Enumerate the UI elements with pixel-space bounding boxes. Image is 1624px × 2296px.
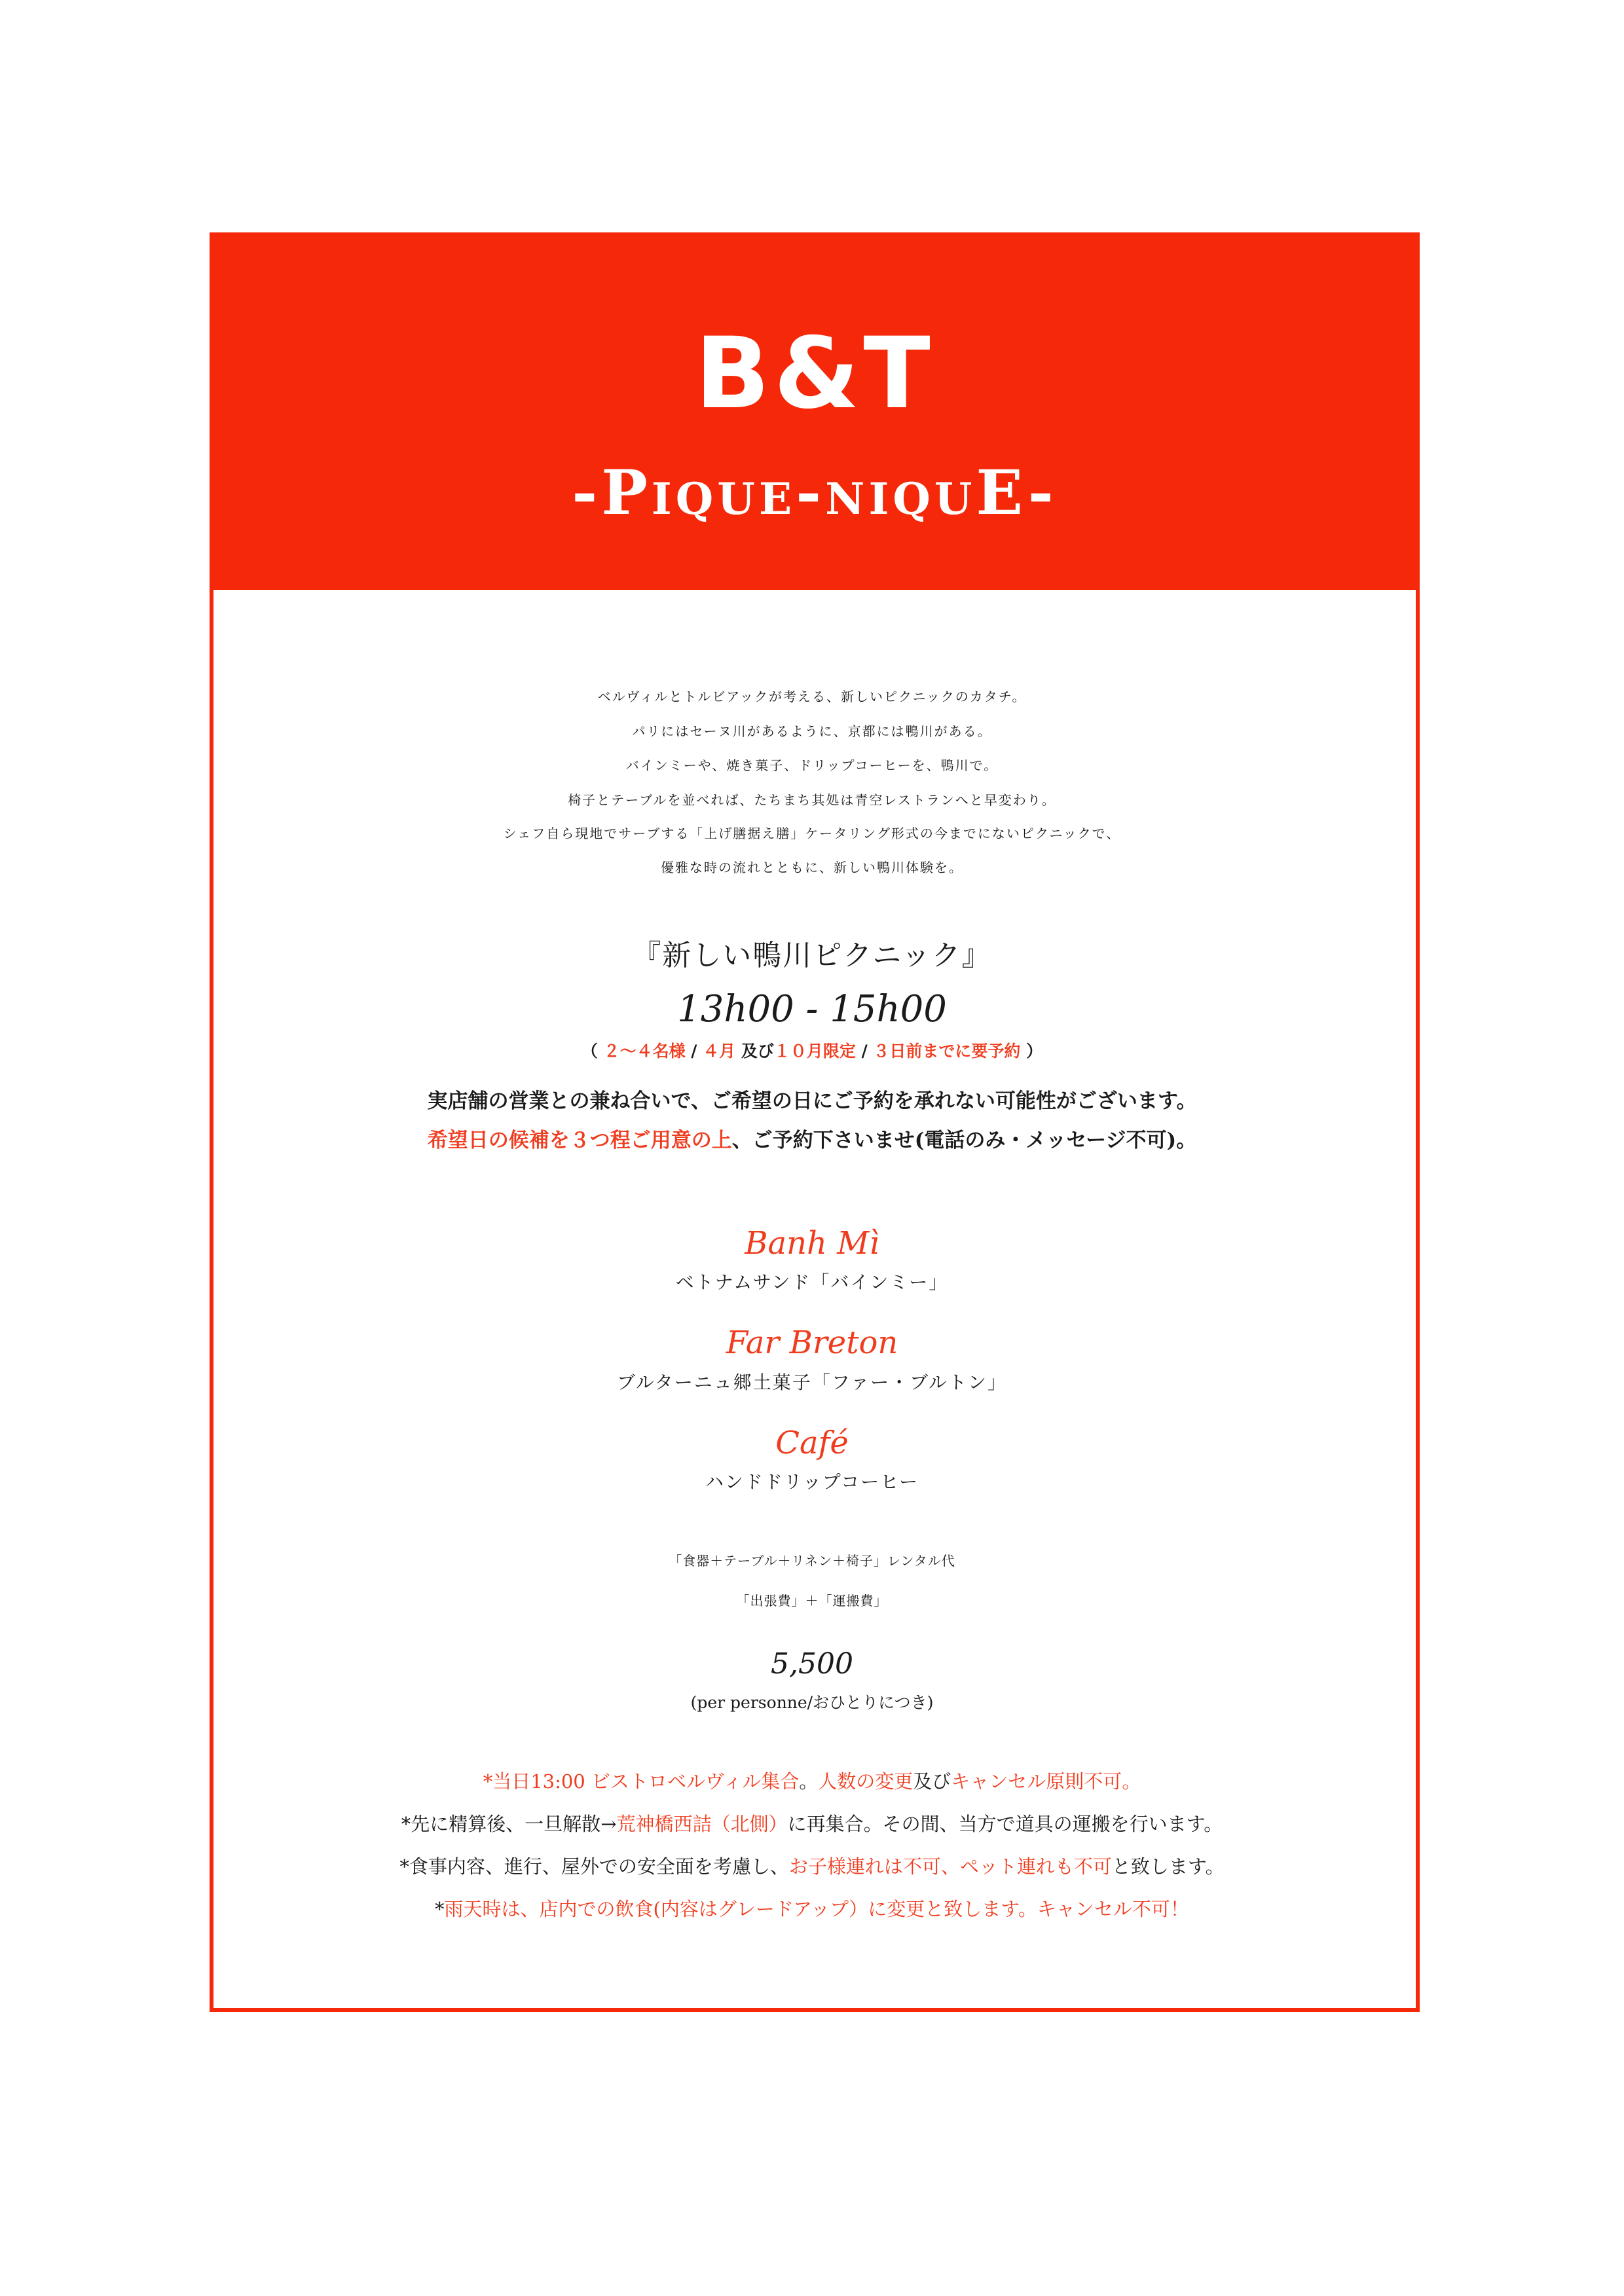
booking-instruction-highlight: 希望日の候補を３つ程ご用意の上: [427, 1129, 732, 1152]
conditions-advance: ３日前までに要予約: [873, 1042, 1021, 1061]
footer-highlight: 荒神橋西詰（北側）: [616, 1813, 788, 1835]
footer-note: [0, 1857, 1624, 1876]
brand-subtitle: -Pique-niquE-: [572, 457, 1058, 529]
footer-note: [0, 1772, 1624, 1791]
conditions-april: ４月: [703, 1042, 736, 1061]
footer-text: *先に精算後、一旦解散→: [401, 1813, 617, 1835]
conditions-and: 及び: [735, 1042, 774, 1061]
conditions-open: （: [581, 1042, 598, 1061]
price: 5,500: [771, 1647, 853, 1681]
conditions-close: ）: [1020, 1042, 1043, 1061]
footer-highlight: お子様連れは不可、ペット連れも不可: [788, 1855, 1112, 1878]
menu-item-description: ハンドドリップコーヒー: [705, 1471, 919, 1493]
footer-meeting: *当日13:00 ビストロベルヴィル集合: [483, 1770, 800, 1793]
footer-text: に再集合。その間、当方で道具の運搬を行います。: [787, 1813, 1223, 1835]
footer-text: *: [435, 1898, 445, 1920]
booking-instruction-rest: 、ご予約下さいませ(電話のみ・メッセージ不可)。: [731, 1129, 1197, 1152]
included-rental: 「食器＋テーブル＋リネン＋椅子」レンタル代: [669, 1553, 955, 1569]
footer-highlight: キャンセル原則不可。: [951, 1770, 1141, 1793]
menu-item-name: Far Breton: [726, 1324, 898, 1361]
footer-highlight: 雨天時は、店内での飲食(内容はグレードアップ）に変更と致します。キャンセル不可！: [444, 1898, 1189, 1920]
intro-line: パリにはセーヌ川があるように、京都には鴨川がある。: [632, 723, 992, 739]
footer-note: [0, 1815, 1624, 1834]
intro-line: 椅子とテーブルを並べれば、たちまち其処は青空レストランへと早変わり。: [568, 792, 1056, 808]
brand-title: B&T: [695, 317, 934, 431]
booking-notice: 実店舗の営業との兼ね合いで、ご希望の日にご予約を承れない可能性がございます。: [427, 1089, 1197, 1113]
price-per-person: (per personne/おひとりにつき): [690, 1693, 934, 1712]
footer-text: 及び: [913, 1770, 951, 1793]
conditions-people: ２～４名様: [597, 1042, 686, 1061]
footer-text: 。: [799, 1770, 819, 1793]
conditions-sep: /: [685, 1042, 703, 1061]
event-name: 『新しい鴨川ピクニック』: [632, 939, 992, 972]
intro-line: バインミーや、焼き菓子、ドリップコーヒーを、鴨川で。: [625, 757, 999, 773]
menu-item-name: Banh Mì: [745, 1225, 879, 1262]
conditions-sep: /: [855, 1042, 874, 1061]
footer-text: *食事内容、進行、屋外での安全面を考慮し、: [399, 1855, 789, 1878]
event-conditions: [0, 1043, 1624, 1059]
footer-highlight: 人数の変更: [818, 1770, 913, 1793]
intro-line: 優雅な時の流れとともに、新しい鴨川体験を。: [661, 860, 963, 875]
booking-instruction: [0, 1131, 1624, 1151]
flyer-frame: [210, 232, 1420, 2012]
conditions-october: １０月限定: [773, 1042, 856, 1061]
intro-line: シェフ自ら現地でサーブする「上げ膳据え膳」ケータリング形式の今までにないピクニックで、: [503, 826, 1121, 841]
footer-note: [0, 1900, 1624, 1919]
menu-item-name: Café: [775, 1425, 849, 1461]
included-fees: 「出張費」＋「運搬費」: [736, 1593, 888, 1609]
menu-item-description: ブルターニュ郷土菓子「ファー・ブルトン」: [616, 1372, 1008, 1393]
menu-item-description: ベトナムサンド「バインミー」: [675, 1271, 949, 1293]
intro-line: ベルヴィルとトルビアックが考える、新しいピクニックのカタチ。: [597, 689, 1027, 704]
header-banner: [213, 236, 1416, 590]
footer-text: と致します。: [1111, 1855, 1225, 1878]
event-time: 13h00 - 15h00: [677, 988, 947, 1030]
